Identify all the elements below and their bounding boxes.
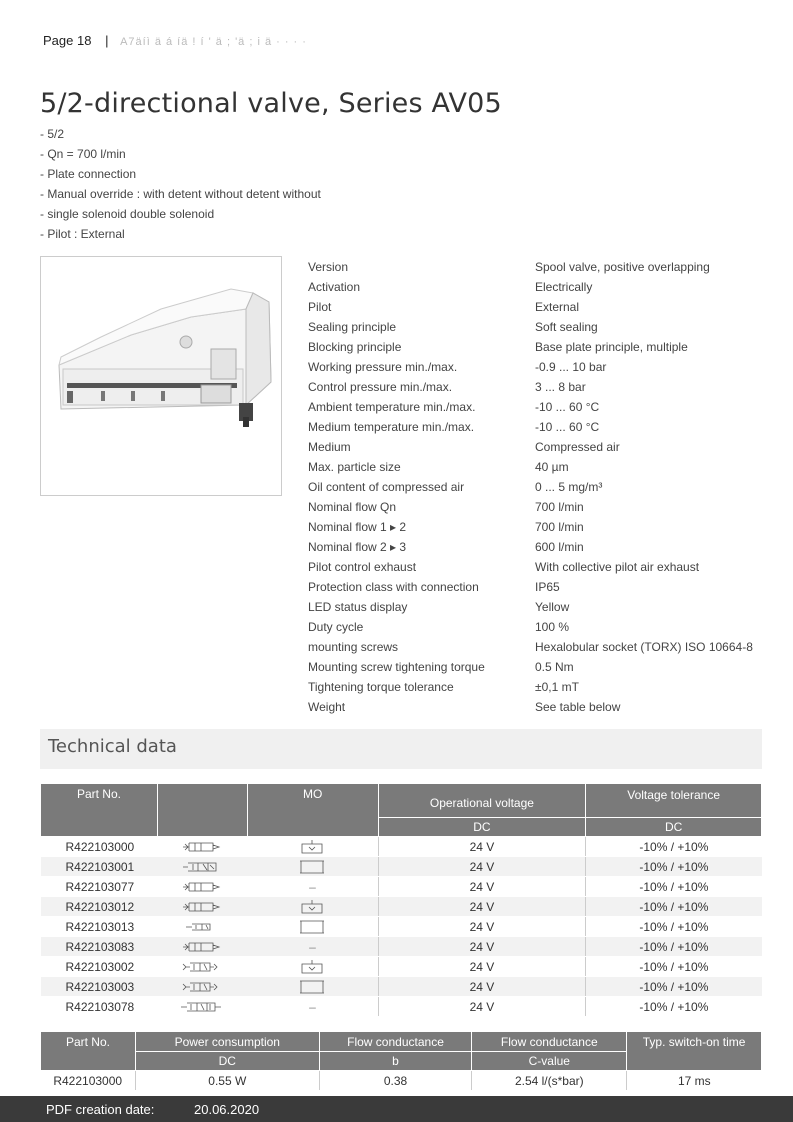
- spec-row: [308, 397, 768, 417]
- spec-row: [308, 497, 768, 517]
- cell-part-no: R422103013: [41, 917, 158, 937]
- col-tolerance-dc: DC: [586, 818, 762, 837]
- spec-key: Pilot control exhaust: [308, 560, 417, 574]
- col-switch-time: Typ. switch-on time: [627, 1032, 762, 1071]
- cell-part-no: R422103083: [41, 937, 158, 957]
- cell-part-no: R422103077: [41, 877, 158, 897]
- spec-row: [308, 437, 768, 457]
- spec-row: [308, 337, 768, 357]
- spec-key: Nominal flow Qn: [308, 500, 397, 514]
- col-part-no-2: Part No.: [41, 1032, 136, 1071]
- cell-voltage: 24 V: [378, 897, 586, 917]
- table-row: [41, 1071, 762, 1091]
- technical-data-heading: [40, 729, 762, 769]
- valve-symbol-icon: [157, 977, 247, 997]
- col-flow-b-sub: b: [319, 1052, 472, 1071]
- manual-override-icon: [247, 857, 378, 877]
- cell-voltage: 24 V: [378, 977, 586, 997]
- spec-value: Soft sealing: [535, 320, 598, 334]
- col-mo: MO: [247, 784, 378, 837]
- manual-override-icon: –: [247, 877, 378, 897]
- spec-key: Oil content of compressed air: [308, 480, 465, 494]
- col-flow-b: Flow conductance: [319, 1032, 472, 1052]
- cell-part-no: R422103000: [41, 1071, 136, 1091]
- col-part-no: Part No.: [41, 784, 158, 837]
- spec-key: Weight: [308, 700, 346, 714]
- spec-key: Duty cycle: [308, 620, 364, 634]
- cell-part-no: R422103002: [41, 957, 158, 977]
- cell-power: 0.55 W: [135, 1071, 319, 1091]
- feature-item: - Pilot : External: [40, 227, 125, 241]
- spec-value: IP65: [535, 580, 560, 594]
- spec-value: 600 l/min: [535, 540, 584, 554]
- cell-flow-b: 0.38: [319, 1071, 472, 1091]
- manual-override-icon: [247, 897, 378, 917]
- spec-key: Nominal flow 1 ▸ 2: [308, 520, 407, 534]
- table-row: [41, 857, 762, 877]
- cell-voltage: 24 V: [378, 957, 586, 977]
- spec-key: Blocking principle: [308, 340, 402, 354]
- spec-row: [308, 317, 768, 337]
- cell-voltage: 24 V: [378, 857, 586, 877]
- spec-list: [308, 257, 768, 717]
- spec-key: Working pressure min./max.: [308, 360, 458, 374]
- spec-key: Medium temperature min./max.: [308, 420, 475, 434]
- valve-symbol-icon: [157, 917, 247, 937]
- cell-tolerance: -10% / +10%: [586, 857, 762, 877]
- spec-value: Spool valve, positive overlapping: [535, 260, 710, 274]
- table-row: [41, 957, 762, 977]
- spec-value: See table below: [535, 700, 621, 714]
- spec-key: Activation: [308, 280, 361, 294]
- spec-row: [308, 557, 768, 577]
- spec-key: Mounting screw tightening torque: [308, 660, 485, 674]
- table-row: [41, 877, 762, 897]
- spec-key: Max. particle size: [308, 460, 401, 474]
- spec-value: 3 ... 8 bar: [535, 380, 586, 394]
- spec-row: [308, 637, 768, 657]
- cell-voltage: 24 V: [378, 917, 586, 937]
- feature-item: - Qn = 700 l/min: [40, 147, 126, 161]
- cell-tolerance: -10% / +10%: [586, 997, 762, 1017]
- cell-voltage: 24 V: [378, 937, 586, 957]
- feature-item: - single solenoid double solenoid: [40, 207, 215, 221]
- col-operational-voltage: Operational voltage: [378, 784, 586, 818]
- spec-key: Pilot: [308, 300, 332, 314]
- spec-row: [308, 517, 768, 537]
- spec-value: 0.5 Nm: [535, 660, 574, 674]
- spec-value: -0.9 ... 10 bar: [535, 360, 607, 374]
- spec-value: External: [535, 300, 580, 314]
- cell-tolerance: -10% / +10%: [586, 917, 762, 937]
- spec-row: [308, 277, 768, 297]
- feature-item: - 5/2: [40, 127, 65, 141]
- spec-row: [308, 577, 768, 597]
- header-separator: |: [105, 33, 109, 48]
- spec-value: Electrically: [535, 280, 593, 294]
- col-flow-c-sub: C-value: [472, 1052, 627, 1071]
- feature-list: [40, 124, 321, 244]
- spec-key: Control pressure min./max.: [308, 380, 453, 394]
- col-flow-c: Flow conductance: [472, 1032, 627, 1052]
- col-power: Power consumption: [135, 1032, 319, 1052]
- spec-row: [308, 537, 768, 557]
- cell-tolerance: -10% / +10%: [586, 937, 762, 957]
- cell-part-no: R422103003: [41, 977, 158, 997]
- spec-key: LED status display: [308, 600, 408, 614]
- spec-key: Sealing principle: [308, 320, 397, 334]
- manual-override-icon: [247, 917, 378, 937]
- cell-part-no: R422103000: [41, 837, 158, 857]
- spec-key: Ambient temperature min./max.: [308, 400, 476, 414]
- page-title: 5/2-directional valve, Series AV05: [40, 88, 502, 119]
- manual-override-icon: –: [247, 997, 378, 1017]
- spec-value: 700 l/min: [535, 500, 584, 514]
- cell-part-no: R422103012: [41, 897, 158, 917]
- feature-item: - Manual override : with detent without detent without: [40, 187, 321, 201]
- spec-value: 700 l/min: [535, 520, 584, 534]
- spec-value: Yellow: [535, 600, 570, 614]
- spec-row: [308, 657, 768, 677]
- table-row: [41, 897, 762, 917]
- col-voltage-tolerance: Voltage tolerance: [586, 784, 762, 818]
- header-smudged-text: A7äíì ä á íä ! í ' ä ; 'ä ; i ä · · · ·: [120, 36, 307, 48]
- spec-value: With collective pilot air exhaust: [535, 560, 700, 574]
- spec-row: [308, 357, 768, 377]
- page-footer: [0, 1096, 793, 1122]
- spec-value: ±0,1 mT: [535, 680, 579, 694]
- cell-flow-c: 2.54 l/(s*bar): [472, 1071, 627, 1091]
- feature-item: - Plate connection: [40, 167, 137, 181]
- page-header: [43, 33, 307, 48]
- cell-tolerance: -10% / +10%: [586, 877, 762, 897]
- spec-row: [308, 457, 768, 477]
- spec-row: [308, 677, 768, 697]
- valve-symbol-icon: [157, 997, 247, 1017]
- spec-value: Hexalobular socket (TORX) ISO 10664-8: [535, 640, 753, 654]
- footer-date: 20.06.2020: [194, 1102, 260, 1117]
- spec-value: Compressed air: [535, 440, 620, 454]
- col-power-dc: DC: [135, 1052, 319, 1071]
- spec-value: 100 %: [535, 620, 570, 634]
- spec-value: -10 ... 60 °C: [535, 400, 600, 414]
- table-row: [41, 937, 762, 957]
- manual-override-icon: [247, 957, 378, 977]
- manual-override-icon: [247, 837, 378, 857]
- spec-key: Nominal flow 2 ▸ 3: [308, 540, 407, 554]
- col-symbol: [157, 784, 247, 837]
- parts-table: [40, 783, 762, 1017]
- cell-part-no: R422103078: [41, 997, 158, 1017]
- valve-illustration: [41, 257, 281, 495]
- valve-symbol-icon: [157, 837, 247, 857]
- cell-tolerance: -10% / +10%: [586, 837, 762, 857]
- spec-value: 0 ... 5 mg/m³: [535, 480, 603, 494]
- spec-row: [308, 617, 768, 637]
- spec-key: Protection class with connection: [308, 580, 479, 594]
- valve-symbol-icon: [157, 877, 247, 897]
- valve-symbol-icon: [157, 897, 247, 917]
- performance-table: [40, 1031, 762, 1091]
- spec-row: [308, 597, 768, 617]
- cell-voltage: 24 V: [378, 877, 586, 897]
- spec-value: Base plate principle, multiple: [535, 340, 688, 354]
- table-row: [41, 917, 762, 937]
- cell-voltage: 24 V: [378, 837, 586, 857]
- spec-row: [308, 477, 768, 497]
- cell-tolerance: -10% / +10%: [586, 897, 762, 917]
- spec-key: Version: [308, 260, 349, 274]
- spec-row: [308, 417, 768, 437]
- table-row: [41, 977, 762, 997]
- spec-value: 40 µm: [535, 460, 569, 474]
- spec-row: [308, 297, 768, 317]
- footer-label: PDF creation date:: [46, 1102, 155, 1117]
- cell-switch-time: 17 ms: [627, 1071, 762, 1091]
- spec-row: [308, 697, 768, 717]
- spec-key: Tightening torque tolerance: [308, 680, 454, 694]
- valve-symbol-icon: [157, 857, 247, 877]
- spec-key: mounting screws: [308, 640, 399, 654]
- manual-override-icon: [247, 977, 378, 997]
- cell-part-no: R422103001: [41, 857, 158, 877]
- cell-tolerance: -10% / +10%: [586, 957, 762, 977]
- spec-value: -10 ... 60 °C: [535, 420, 600, 434]
- valve-symbol-icon: [157, 957, 247, 977]
- technical-data-title: Technical data: [48, 736, 177, 757]
- valve-symbol-icon: [157, 937, 247, 957]
- spec-row: [308, 377, 768, 397]
- spec-row: [308, 257, 768, 277]
- table-row: [41, 837, 762, 857]
- col-voltage-dc: DC: [378, 818, 586, 837]
- spec-key: Medium: [308, 440, 351, 454]
- cell-voltage: 24 V: [378, 997, 586, 1017]
- table-row: [41, 997, 762, 1017]
- cell-tolerance: -10% / +10%: [586, 977, 762, 997]
- product-image: [40, 256, 282, 496]
- page-number: Page 18: [43, 33, 92, 48]
- manual-override-icon: –: [247, 937, 378, 957]
